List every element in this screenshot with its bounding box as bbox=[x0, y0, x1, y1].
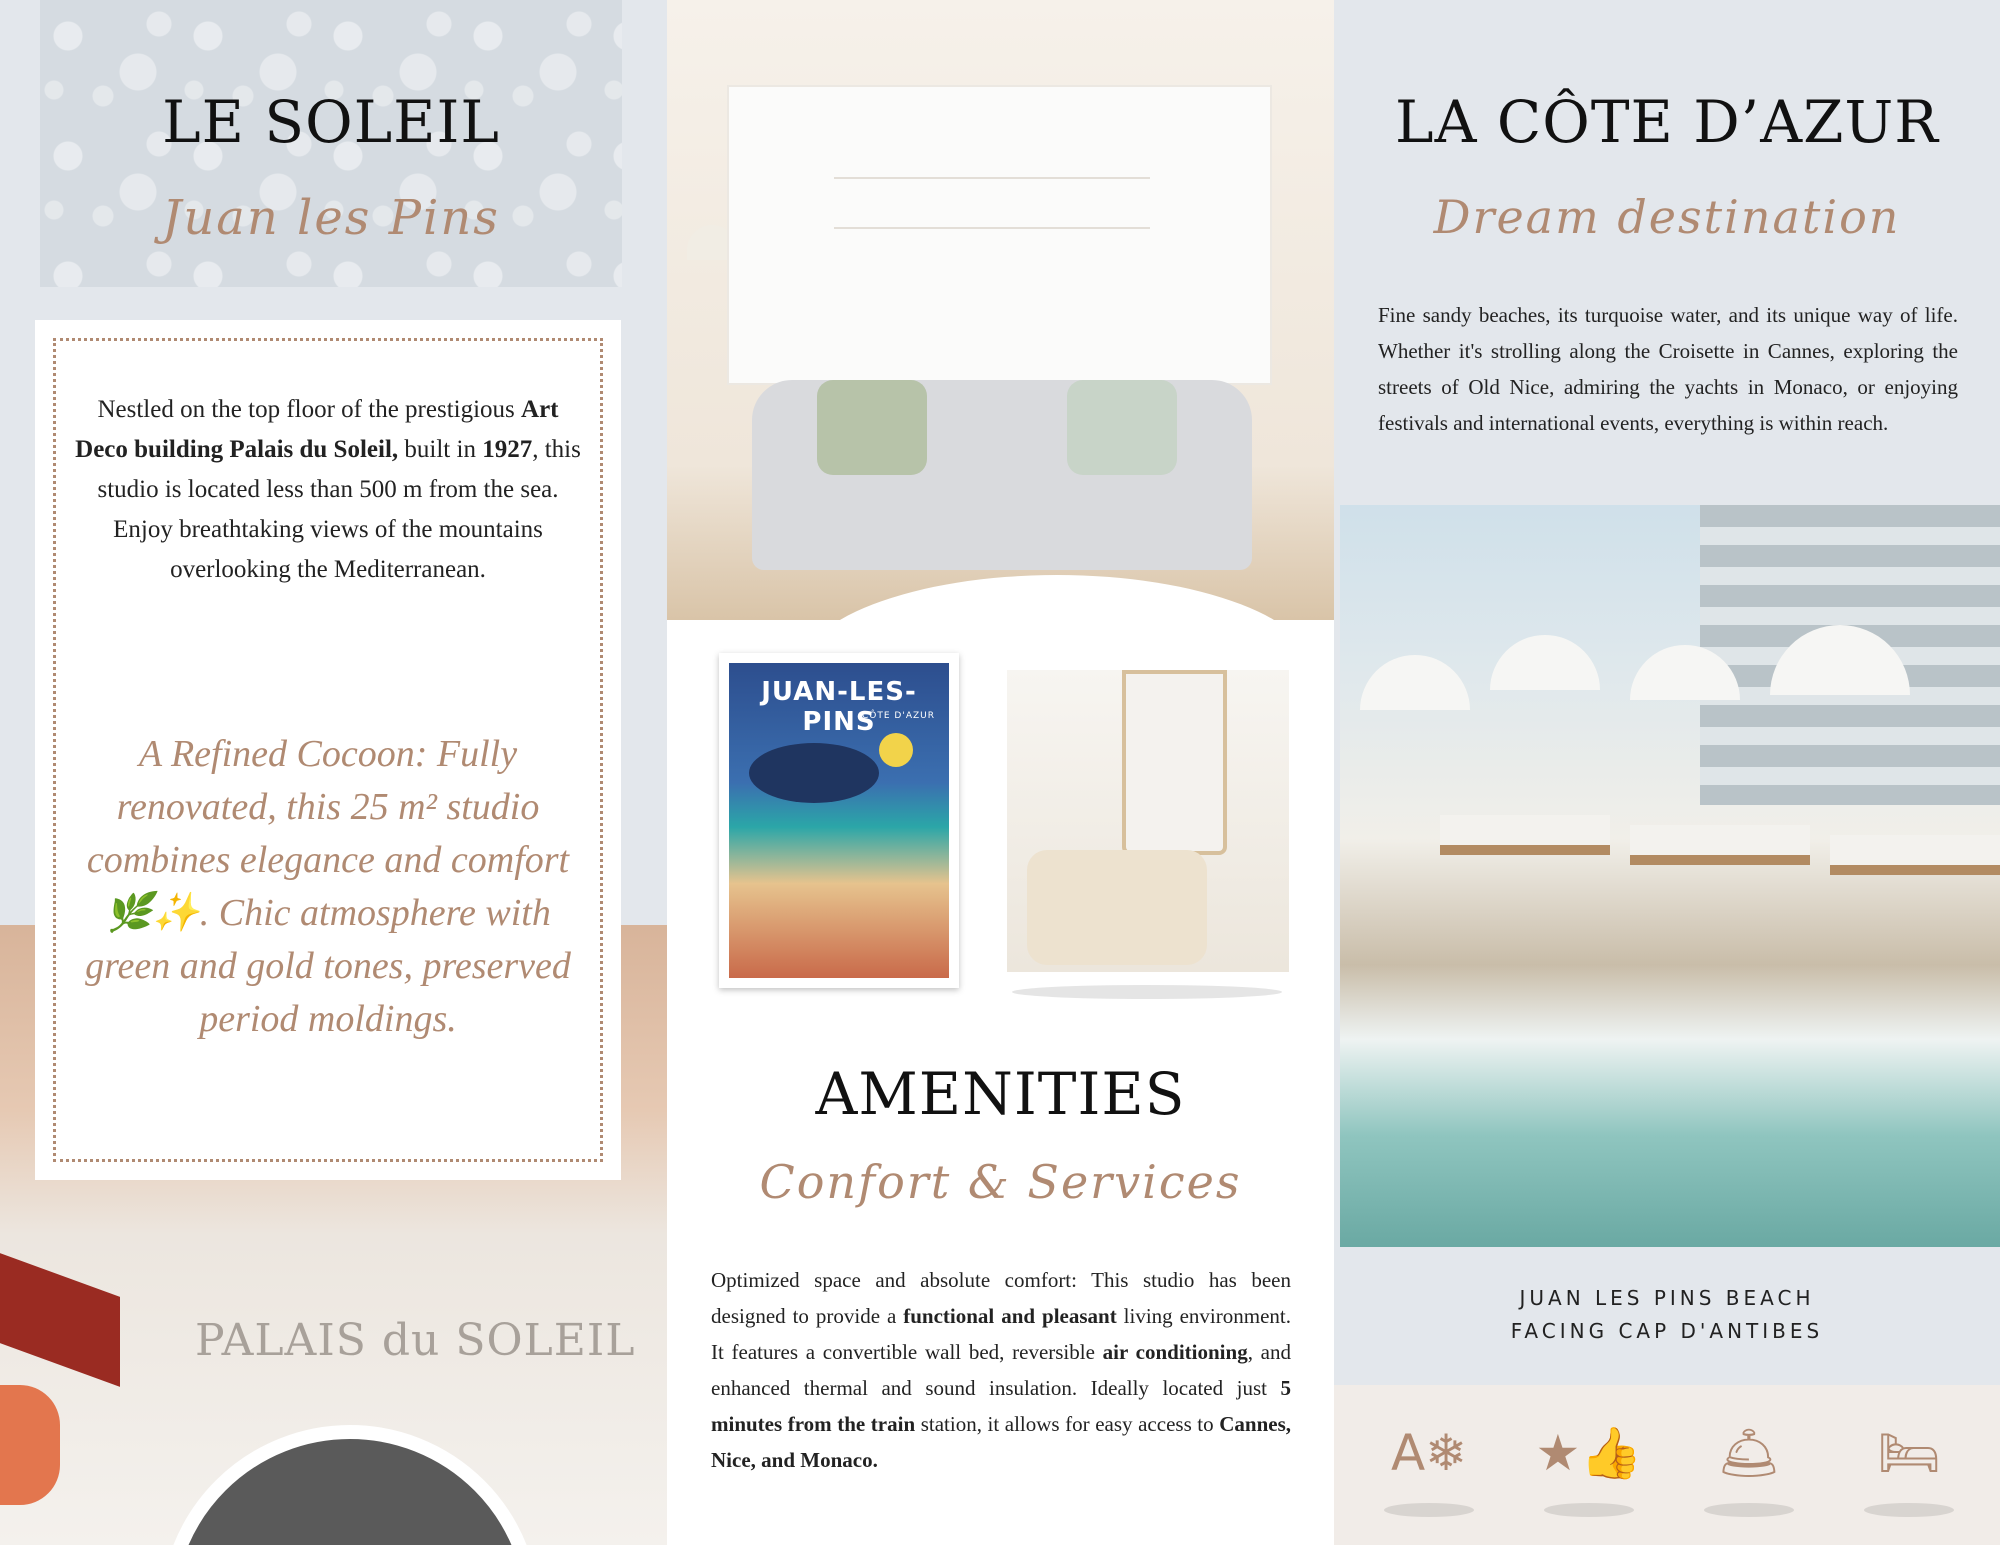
icon-shadow bbox=[1384, 1503, 1474, 1517]
intro-text: , this studio is located less than 500 m from the sea. Enjoy breathtaking views of the mountains overlooking the Mediterranean. bbox=[97, 436, 581, 583]
refined-cocoon-quote: A Refined Cocoon: Fully renovated, this 25 m² studio combines elegance and comfort 🌿✨. Chic atmosphere with green and gold tones, preserved period moldings. bbox=[85, 733, 571, 1040]
amenities-paragraph bbox=[711, 1262, 1291, 1478]
juan-les-pins-poster bbox=[719, 653, 959, 988]
sun-lounger bbox=[1630, 825, 1810, 865]
dream-destination-script: Dream destination bbox=[1433, 190, 1901, 244]
le-soleil-title: LE SOLEIL bbox=[162, 88, 500, 156]
mirror bbox=[1122, 670, 1227, 855]
icon-shadow bbox=[1864, 1503, 1954, 1517]
sun-icon bbox=[879, 733, 913, 767]
bed-icon bbox=[1854, 1413, 1964, 1523]
intro-paragraph bbox=[70, 390, 586, 590]
bed-icon-glyph: 🛏 bbox=[1877, 1424, 1941, 1482]
amenities-bold: Cannes, Nice, and Monaco. bbox=[711, 1412, 1291, 1472]
orange-sign bbox=[0, 1385, 60, 1505]
amenities-title: AMENITIES bbox=[815, 1060, 1186, 1128]
pine-tree-icon bbox=[749, 743, 879, 803]
wall-bed-cabinet bbox=[727, 85, 1272, 385]
icon-shadow bbox=[1704, 1503, 1794, 1517]
ac-snowflake-icon-glyph: A❄ bbox=[1390, 1424, 1468, 1482]
palais-du-soleil-sign: PALAIS du SOLEIL bbox=[195, 1315, 636, 1366]
cabinet-line bbox=[834, 177, 1150, 179]
cote-d-azur-title: LA CÔTE D’AZUR bbox=[1395, 88, 1939, 156]
sun-lounger bbox=[1440, 815, 1610, 855]
cushion bbox=[1027, 850, 1207, 965]
panel-le-soleil bbox=[0, 0, 667, 1545]
panel-cote-d-azur bbox=[1334, 0, 2000, 1545]
ac-snowflake-icon bbox=[1374, 1413, 1484, 1523]
living-room-photo bbox=[667, 0, 1334, 620]
cote-d-azur-paragraph: Fine sandy beaches, its turquoise water, and its unique way of life. Whether it's strolling along the Croisette in Cannes, exploring the streets of Old Nice, admiring the yachts in Monaco, or enjoying festivals and international events, everything is within reach. bbox=[1378, 303, 1958, 435]
amenities-text: station, it allows for easy access to bbox=[915, 1412, 1220, 1436]
juan-les-pins-script: Juan les Pins bbox=[162, 190, 500, 246]
stars-thumbs-up-icon bbox=[1534, 1413, 1644, 1523]
intro-text: built in bbox=[398, 436, 483, 463]
poster-title: JUAN-LES-PINS bbox=[761, 677, 917, 737]
amenities-text: Optimized space and absolute comfort: This studio has been designed to provide a bbox=[711, 1268, 1291, 1328]
caption-line-1: JUAN LES PINS BEACH bbox=[1519, 1286, 1815, 1310]
concierge-24-icon bbox=[1694, 1413, 1804, 1523]
amenities-text: living environment. It features a convertible wall bed, reversible bbox=[711, 1304, 1291, 1364]
beach-caption bbox=[1334, 1282, 2000, 1348]
sun-lounger bbox=[1830, 835, 2000, 875]
amenities-text: , and enhanced thermal and sound insulation. Ideally located just bbox=[711, 1340, 1291, 1400]
beach-umbrella bbox=[1360, 655, 1470, 710]
concierge-24-icon-glyph: 🛎 bbox=[1717, 1424, 1781, 1482]
beach-umbrella bbox=[1490, 635, 1600, 690]
green-pillow bbox=[817, 380, 927, 475]
entrance-arch bbox=[160, 1425, 540, 1545]
amenity-icons-band bbox=[1334, 1385, 2000, 1545]
intro-bold-building: Art Deco building Palais du Soleil, bbox=[75, 396, 559, 463]
intro-bold-year: 1927 bbox=[482, 436, 533, 463]
amenities-bold: air conditioning bbox=[1102, 1340, 1248, 1364]
intro-text: Nestled on the top floor of the prestigious bbox=[97, 396, 522, 423]
poster-subtitle: CÔTE D'AZUR bbox=[862, 711, 935, 721]
poster-artwork bbox=[729, 663, 949, 978]
amenities-bold: functional and pleasant bbox=[903, 1304, 1117, 1328]
amenities-bold: 5 minutes from the train bbox=[711, 1376, 1291, 1436]
icon-shadow bbox=[1544, 1503, 1634, 1517]
mirror-cushion-photo bbox=[1007, 670, 1289, 972]
caption-line-2: FACING CAP D'ANTIBES bbox=[1510, 1319, 1824, 1343]
stars-thumbs-up-icon-glyph: ★👍 bbox=[1535, 1424, 1643, 1482]
confort-services-script: Confort & Services bbox=[759, 1155, 1242, 1209]
panel-amenities bbox=[667, 0, 1334, 1545]
beach-photo bbox=[1340, 505, 2000, 1247]
cabinet-line bbox=[834, 227, 1150, 229]
red-awning bbox=[0, 1253, 120, 1387]
checked-pillow bbox=[1067, 380, 1177, 475]
photo-shadow bbox=[1012, 985, 1282, 999]
